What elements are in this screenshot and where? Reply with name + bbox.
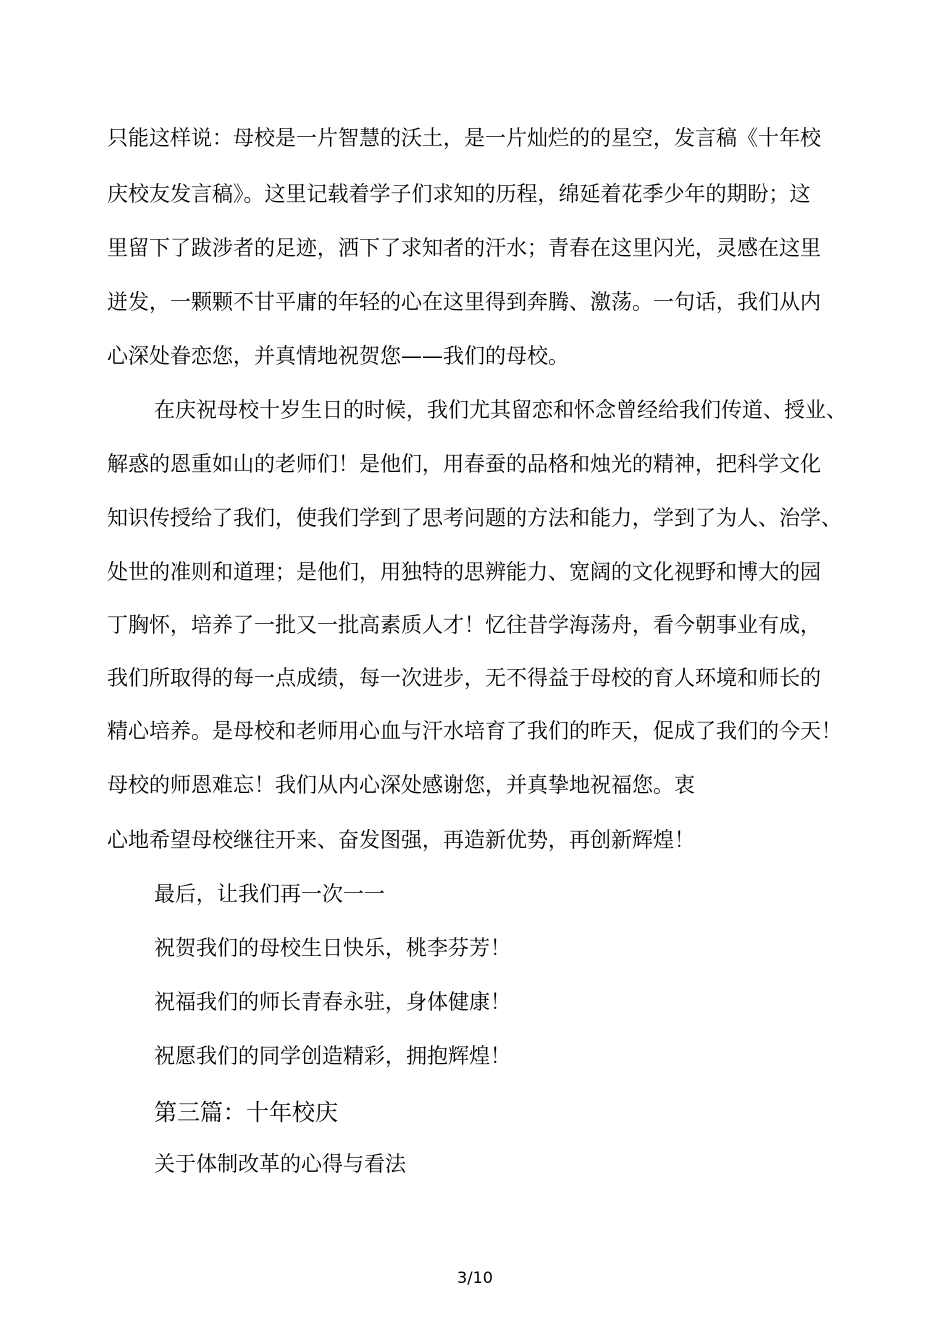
text-line: 在庆祝母校十岁生日的时候，我们尤其留恋和怀念曾经给我们传道、授业、 [154, 398, 847, 422]
text-line: 心地希望母校继往开来、奋发图强，再造新优势，再创新辉煌！ [107, 828, 695, 852]
text-line: 心深处眷恋您，并真情地祝贺您——我们的母校。 [107, 344, 569, 368]
text-line: 最后，让我们再一次一一 [154, 882, 385, 906]
page-number: 3/10 [457, 1268, 493, 1287]
section-subtitle: 关于体制改革的心得与看法 [154, 1152, 406, 1176]
text-line: 丁胸怀，培养了一批又一批高素质人才！忆往昔学海荡舟，看今朝事业有成， [107, 613, 821, 637]
text-line: 里留下了跋涉者的足迹，洒下了求知者的汗水；青春在这里闪光，灵感在这里 [107, 236, 821, 260]
section-heading: 第三篇：十年校庆 [154, 1100, 338, 1126]
text-line: 祝愿我们的同学创造精彩，拥抱辉煌！ [154, 1044, 511, 1068]
text-line: 解惑的恩重如山的老师们！是他们，用春蚕的品格和烛光的精神，把科学文化 [107, 452, 821, 476]
text-line: 我们所取得的每一点成绩，每一次进步，无不得益于母校的育人环境和师长的 [107, 666, 821, 690]
text-line: 处世的准则和道理；是他们，用独特的思辨能力、宽阔的文化视野和博大的园 [107, 560, 821, 584]
text-line: 祝福我们的师长青春永驻，身体健康！ [154, 990, 511, 1014]
text-line: 庆校友发言稿》。这里记载着学子们求知的历程，绵延着花季少年的期盼；这 [107, 182, 811, 206]
text-line: 迸发，一颗颗不甘平庸的年轻的心在这里得到奔腾、激荡。一句话，我们从内 [107, 290, 821, 314]
text-line: 只能这样说：母校是一片智慧的沃土，是一片灿烂的的星空，发言稿《十年校 [107, 126, 821, 150]
text-line: 精心培养。是母校和老师用心血与汗水培育了我们的昨天，促成了我们的今天！ [107, 719, 842, 743]
text-line: 知识传授给了我们，使我们学到了思考问题的方法和能力，学到了为人、治学、 [107, 506, 842, 530]
text-line: 祝贺我们的母校生日快乐，桃李芬芳！ [154, 936, 511, 960]
text-line: 母校的师恩难忘！我们从内心深处感谢您，并真挚地祝福您。衷 [107, 773, 695, 797]
